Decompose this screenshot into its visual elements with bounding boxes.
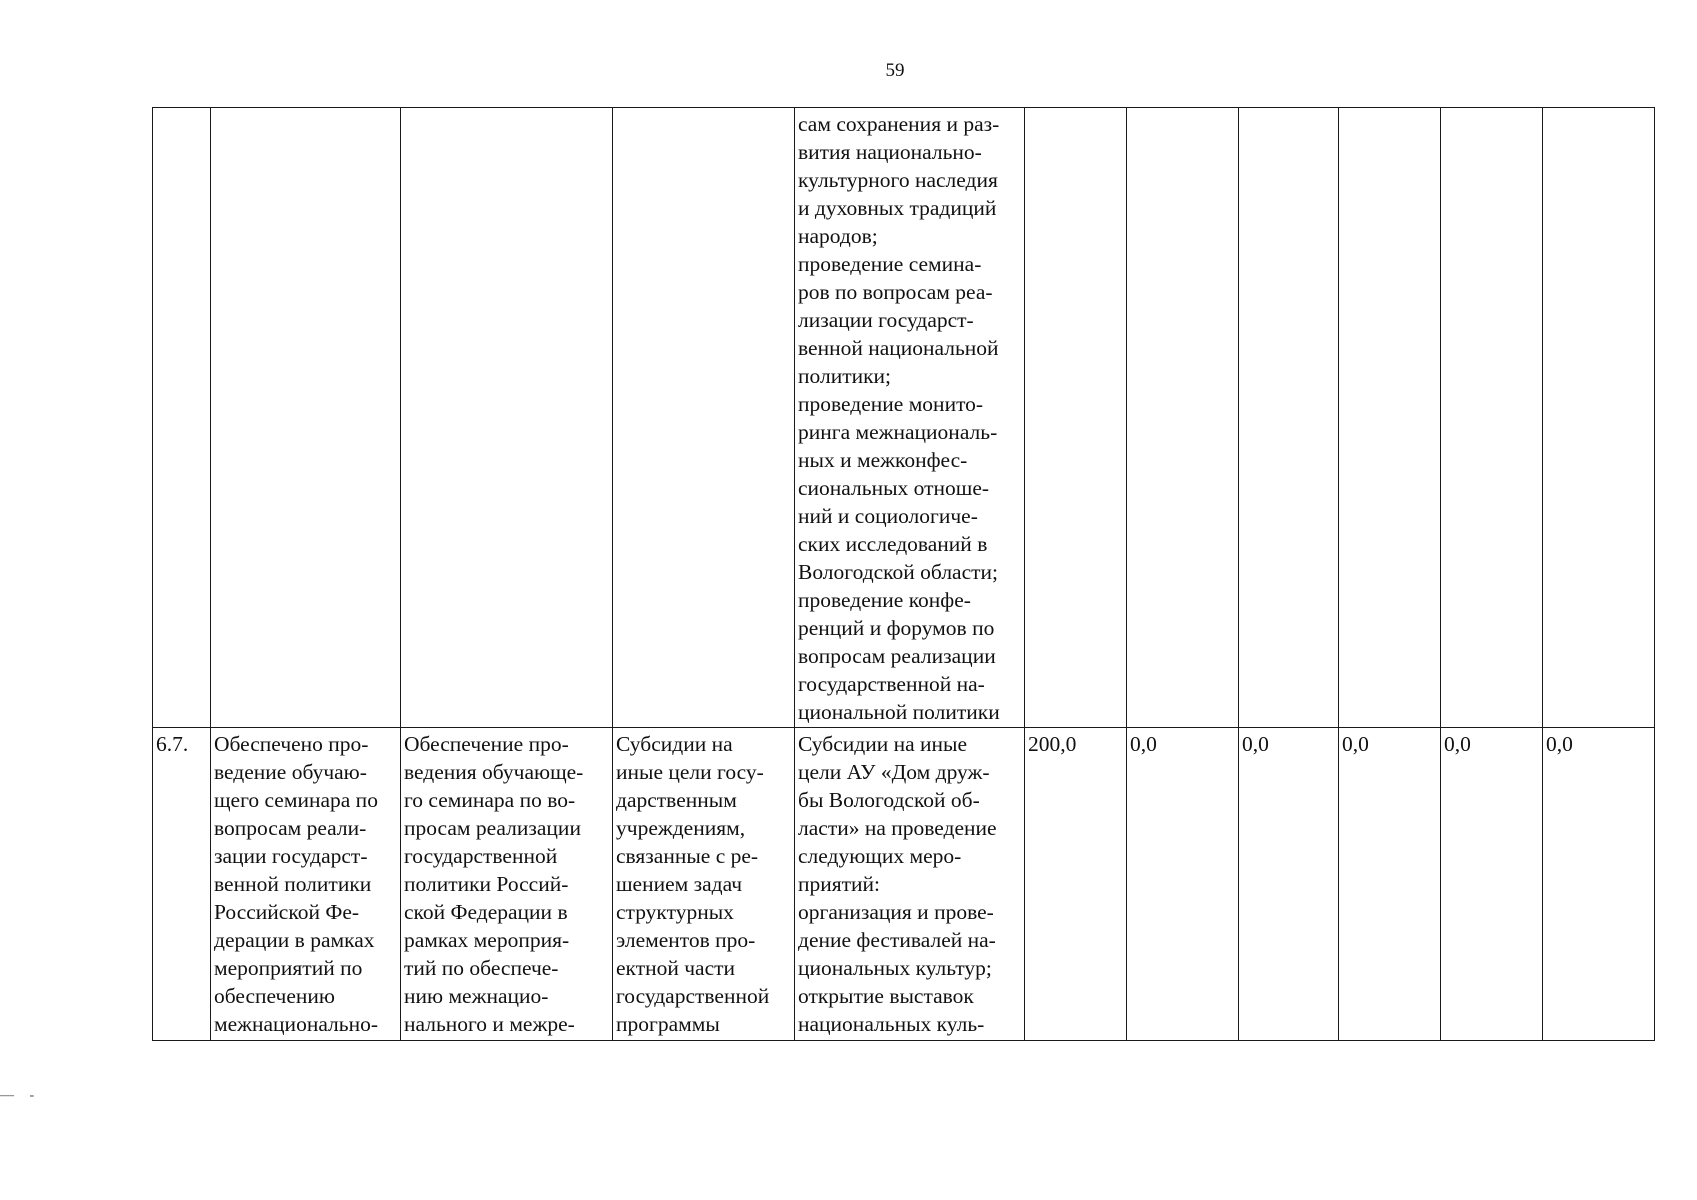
cell-number bbox=[153, 108, 211, 728]
table-row bbox=[153, 728, 1655, 1041]
cell-funding-purpose: Субсидии на иные цели АУ «Дом друж- бы Вологодской об- ласти» на проведение следующих меро- приятий: организация и прове- дение фестивалей на- циональных культур; открытие выставок национальных куль- bbox=[795, 728, 1025, 1041]
cell-amount bbox=[1127, 108, 1239, 728]
cell-number: 6.7. bbox=[153, 728, 211, 1041]
cell-event: Обеспечение про- ведения обучающе- го семинара по во- просам реализации государственной политики Россий- ской Федерации в рамках мероприя- тий по обеспече- нию межнацио- нального и межре- bbox=[401, 728, 613, 1041]
cell-event bbox=[401, 108, 613, 728]
cell-amount: 0,0 bbox=[1127, 728, 1239, 1041]
cell-result: Обеспечено про- ведение обучаю- щего семинара по вопросам реали- зации государст- венной политики Российской Фе- дерации в рамках мероприятий по обеспечению межнационально- bbox=[211, 728, 401, 1041]
cell-amount: 0,0 bbox=[1339, 728, 1441, 1041]
cell-amount bbox=[1543, 108, 1655, 728]
cell-amount: 0,0 bbox=[1441, 728, 1543, 1041]
cell-amount: 0,0 bbox=[1239, 728, 1339, 1041]
cell-amount bbox=[1441, 108, 1543, 728]
cell-result bbox=[211, 108, 401, 728]
budget-table bbox=[152, 107, 1655, 1041]
scan-mark: — - bbox=[0, 1088, 41, 1103]
cell-funding-purpose: сам сохранения и раз- вития национально- культурного наследия и духовных традиций народов; проведение семина- ров по вопросам реа- лизации государст- венной национальной политики; проведение монито- ринга межнациональ- ных и межконфес- сиональных отноше- ний и социологиче- ских исследований в Вологодской области; проведение конфе- ренций и форумов по вопросам реализации государственной на- циональной политики bbox=[795, 108, 1025, 728]
cell-amount bbox=[1339, 108, 1441, 728]
page-number: 59 bbox=[885, 60, 905, 81]
cell-funding-type bbox=[613, 108, 795, 728]
table-row bbox=[153, 108, 1655, 728]
cell-amount bbox=[1025, 108, 1127, 728]
cell-amount bbox=[1239, 108, 1339, 728]
cell-funding-type: Субсидии на иные цели госу- дарственным учреждениям, связанные с ре- шением задач структурных элементов про- ектной части государственной программы bbox=[613, 728, 795, 1041]
cell-amount: 0,0 bbox=[1543, 728, 1655, 1041]
cell-amount: 200,0 bbox=[1025, 728, 1127, 1041]
